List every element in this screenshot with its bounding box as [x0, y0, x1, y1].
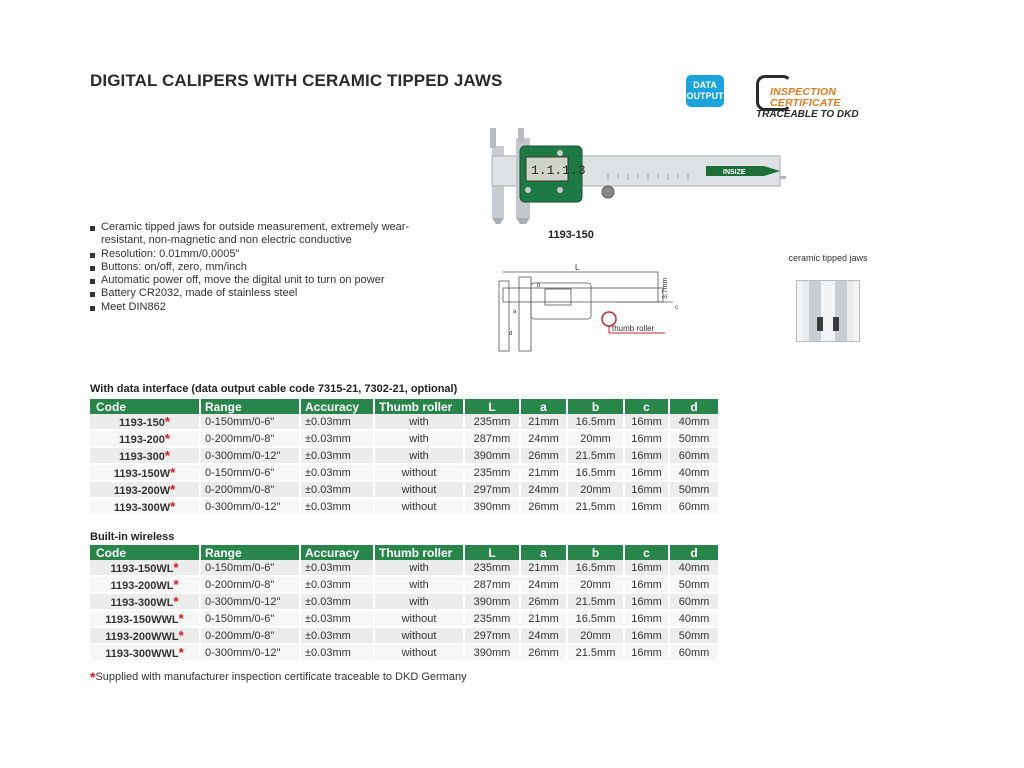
cell-accuracy: ±0.03mm: [300, 560, 374, 576]
cell-thumb-roller: without: [374, 498, 464, 515]
caliper-thumb-roller-icon: [602, 186, 614, 198]
cell-c: 16mm: [624, 576, 669, 593]
table-header-row: [90, 545, 719, 560]
cell-a: 26mm: [520, 498, 567, 515]
cell-c: 16mm: [624, 610, 669, 627]
cell-c: 16mm: [624, 560, 669, 576]
cell-L: 297mm: [464, 481, 520, 498]
caliper-sliding-inside-jaw: [518, 128, 524, 142]
inspection-certificate-logo: [756, 75, 866, 121]
code-text: 1193-300W: [113, 502, 171, 514]
cell-a: 26mm: [520, 644, 567, 661]
table-row: [90, 498, 719, 515]
cell-b: 21.5mm: [567, 593, 624, 610]
feature-item: Automatic power off, move the digital unit to turn on power: [90, 274, 430, 287]
code-text: 1193-200WWL: [105, 631, 179, 643]
caliper-sliding-jaw-tip: [516, 218, 530, 224]
cell-code: [90, 414, 200, 430]
cell-accuracy: ±0.03mm: [300, 464, 374, 481]
col-header-b: b: [567, 545, 624, 560]
cell-L: 235mm: [464, 560, 520, 576]
caliper-button-icon: [557, 187, 563, 193]
cell-L: 235mm: [464, 464, 520, 481]
cell-thumb-roller: without: [374, 644, 464, 661]
star-icon: *: [170, 482, 176, 497]
star-icon: *: [170, 499, 176, 514]
cell-d: 60mm: [669, 593, 719, 610]
cell-code: [90, 464, 200, 481]
feature-list: [90, 221, 430, 314]
cell-b: 16.5mm: [567, 464, 624, 481]
cell-thumb-roller: without: [374, 464, 464, 481]
table-header-row: [90, 399, 719, 414]
caliper-button-icon: [557, 150, 563, 156]
traceable-text: TRACEABLE TO DKD: [756, 109, 859, 120]
ceramic-tip-right: [833, 317, 839, 331]
cell-L: 287mm: [464, 430, 520, 447]
cell-code: [90, 430, 200, 447]
cell-a: 24mm: [520, 627, 567, 644]
dim-label-thickness: 3.7mm: [662, 277, 669, 299]
cell-L: 390mm: [464, 644, 520, 661]
jaw-left-highlight: [803, 281, 809, 341]
cell-L: 297mm: [464, 627, 520, 644]
cell-a: 21mm: [520, 560, 567, 576]
cell-code: [90, 627, 200, 644]
cell-d: 40mm: [669, 414, 719, 430]
cell-a: 21mm: [520, 610, 567, 627]
feature-item: Buttons: on/off, zero, mm/inch: [90, 261, 430, 274]
code-text: 1193-300: [119, 451, 165, 463]
table-row: [90, 430, 719, 447]
code-text: 1193-150WWL: [105, 614, 179, 626]
dim-label-b: b: [537, 283, 541, 289]
cell-c: 16mm: [624, 498, 669, 515]
col-header-code: Code: [90, 399, 200, 414]
cell-range: 0-200mm/0-8": [200, 576, 300, 593]
footnote: [90, 669, 467, 685]
table-row: [90, 610, 719, 627]
col-header-c: c: [624, 545, 669, 560]
cell-accuracy: ±0.03mm: [300, 627, 374, 644]
cell-L: 287mm: [464, 576, 520, 593]
cell-b: 16.5mm: [567, 560, 624, 576]
cell-c: 16mm: [624, 464, 669, 481]
cell-L: 390mm: [464, 593, 520, 610]
cell-accuracy: ±0.03mm: [300, 498, 374, 515]
ceramic-jaws-illustration: [797, 281, 859, 341]
cell-c: 16mm: [624, 644, 669, 661]
col-header-accuracy: Accuracy: [300, 399, 374, 414]
caliper-depth-rod: [780, 176, 786, 179]
cell-code: [90, 576, 200, 593]
cell-b: 20mm: [567, 627, 624, 644]
cell-accuracy: ±0.03mm: [300, 414, 374, 430]
code-text: 1193-150: [119, 417, 165, 429]
star-icon: *: [178, 611, 184, 626]
cell-c: 16mm: [624, 481, 669, 498]
star-icon: *: [173, 560, 179, 575]
cell-range: 0-200mm/0-8": [200, 430, 300, 447]
code-text: 1193-150W: [113, 468, 171, 480]
cell-c: 16mm: [624, 414, 669, 430]
cell-b: 20mm: [567, 576, 624, 593]
cell-code: [90, 498, 200, 515]
cell-d: 60mm: [669, 644, 719, 661]
feature-item: Resolution: 0.01mm/0.0005": [90, 248, 430, 261]
cell-accuracy: ±0.03mm: [300, 447, 374, 464]
star-icon: *: [170, 465, 176, 480]
certificate-title-line1: INSPECTION: [770, 86, 837, 98]
cell-accuracy: ±0.03mm: [300, 593, 374, 610]
cell-thumb-roller: with: [374, 447, 464, 464]
diagram-beam: [503, 288, 663, 302]
cell-code: [90, 593, 200, 610]
cell-accuracy: ±0.03mm: [300, 610, 374, 627]
thumb-roller-label: thumb roller: [612, 324, 655, 333]
cell-L: 235mm: [464, 414, 520, 430]
cell-code: [90, 447, 200, 464]
ceramic-jaws-image: [796, 280, 860, 342]
cell-range: 0-150mm/0-6": [200, 464, 300, 481]
code-text: 1193-200WL: [110, 580, 174, 592]
cell-thumb-roller: with: [374, 593, 464, 610]
col-header-accuracy: Accuracy: [300, 545, 374, 560]
cell-accuracy: ±0.03mm: [300, 430, 374, 447]
cell-b: 20mm: [567, 481, 624, 498]
star-icon: *: [164, 414, 170, 429]
spec-table-data-interface: [90, 399, 720, 516]
star-icon: *: [164, 431, 170, 446]
table-row: [90, 414, 719, 430]
cell-code: [90, 560, 200, 576]
cell-code: [90, 610, 200, 627]
cell-a: 26mm: [520, 447, 567, 464]
table-row: [90, 593, 719, 610]
data-output-badge: [686, 75, 724, 107]
star-icon: *: [164, 448, 170, 463]
cell-range: 0-300mm/0-12": [200, 498, 300, 515]
table-row: [90, 447, 719, 464]
cell-d: 60mm: [669, 447, 719, 464]
caliper-lcd-reading: 1.1.1.3: [531, 163, 586, 178]
table-row: [90, 627, 719, 644]
col-header-L: L: [464, 545, 520, 560]
caliper-inside-jaw: [490, 128, 496, 148]
cell-thumb-roller: with: [374, 414, 464, 430]
col-header-range: Range: [200, 399, 300, 414]
cell-range: 0-150mm/0-6": [200, 560, 300, 576]
certificate-title-line2: CERTIFICATE: [770, 97, 841, 109]
cell-b: 21.5mm: [567, 447, 624, 464]
cell-c: 16mm: [624, 593, 669, 610]
cell-b: 21.5mm: [567, 498, 624, 515]
col-header-code: Code: [90, 545, 200, 560]
col-header-d: d: [669, 399, 719, 414]
code-text: 1193-200: [119, 434, 165, 446]
col-header-L: L: [464, 399, 520, 414]
code-text: 1193-300WWL: [105, 648, 179, 660]
feature-item: Meet DIN862: [90, 301, 430, 314]
cell-d: 40mm: [669, 560, 719, 576]
cell-range: 0-300mm/0-12": [200, 593, 300, 610]
cell-d: 40mm: [669, 464, 719, 481]
cell-c: 16mm: [624, 447, 669, 464]
feature-item: Battery CR2032, made of stainless steel: [90, 287, 430, 300]
cell-code: [90, 644, 200, 661]
star-icon: *: [173, 594, 179, 609]
star-icon: *: [173, 577, 179, 592]
cell-d: 50mm: [669, 576, 719, 593]
dim-label-d: d: [509, 331, 513, 337]
cell-code: [90, 481, 200, 498]
code-text: 1193-150WL: [110, 563, 174, 575]
cell-range: 0-300mm/0-12": [200, 447, 300, 464]
cell-a: 21mm: [520, 464, 567, 481]
spec-table-wireless: [90, 545, 720, 662]
cell-accuracy: ±0.03mm: [300, 481, 374, 498]
cell-range: 0-200mm/0-8": [200, 481, 300, 498]
col-header-a: a: [520, 545, 567, 560]
cell-d: 60mm: [669, 498, 719, 515]
star-icon: *: [178, 645, 184, 660]
table-row: [90, 576, 719, 593]
page-title: DIGITAL CALIPERS WITH CERAMIC TIPPED JAWS: [90, 71, 503, 90]
table-row: [90, 481, 719, 498]
table-row: [90, 464, 719, 481]
jaw-right-highlight: [847, 281, 853, 341]
footnote-text: Supplied with manufacturer inspection certificate traceable to DKD Germany: [95, 671, 467, 683]
caliper-dimension-diagram: [495, 263, 685, 353]
caliper-photo: [468, 124, 788, 229]
cell-b: 16.5mm: [567, 610, 624, 627]
cell-d: 50mm: [669, 430, 719, 447]
cell-thumb-roller: without: [374, 481, 464, 498]
cell-b: 16.5mm: [567, 414, 624, 430]
col-header-d: d: [669, 545, 719, 560]
cell-accuracy: ±0.03mm: [300, 644, 374, 661]
feature-item: Ceramic tipped jaws for outside measurement, extremely wear-resistant, non-magnetic and non electric conductive: [90, 221, 430, 248]
diagram-lcd: [545, 289, 571, 305]
caliper-fixed-jaw-tip: [492, 218, 504, 224]
dim-label-L: L: [575, 263, 580, 272]
data-output-badge-line2: OUTPUT: [686, 91, 724, 101]
code-text: 1193-300WL: [110, 597, 174, 609]
cell-range: 0-200mm/0-8": [200, 627, 300, 644]
data-output-badge-line1: DATA: [693, 80, 717, 90]
col-header-a: a: [520, 399, 567, 414]
cell-d: 50mm: [669, 481, 719, 498]
diagram-fixed-jaw: [499, 281, 509, 351]
cell-a: 24mm: [520, 576, 567, 593]
col-header-c: c: [624, 399, 669, 414]
col-header-range: Range: [200, 545, 300, 560]
cell-L: 390mm: [464, 447, 520, 464]
caliper-brand-text: INSIZE: [723, 169, 746, 176]
caliper-button-icon: [525, 187, 531, 193]
cell-thumb-roller: without: [374, 627, 464, 644]
cell-b: 20mm: [567, 430, 624, 447]
code-text: 1193-200W: [113, 485, 171, 497]
cell-accuracy: ±0.03mm: [300, 576, 374, 593]
cell-L: 390mm: [464, 498, 520, 515]
cell-thumb-roller: with: [374, 430, 464, 447]
col-header-thumb-roller: Thumb roller: [374, 399, 464, 414]
cell-d: 50mm: [669, 627, 719, 644]
star-icon: *: [178, 628, 184, 643]
col-header-b: b: [567, 399, 624, 414]
product-model-label: 1193-150: [548, 229, 594, 241]
cell-c: 16mm: [624, 430, 669, 447]
cell-a: 21mm: [520, 414, 567, 430]
col-header-thumb-roller: Thumb roller: [374, 545, 464, 560]
dim-label-c: c: [675, 305, 678, 311]
cell-thumb-roller: with: [374, 560, 464, 576]
cell-a: 26mm: [520, 593, 567, 610]
cell-L: 235mm: [464, 610, 520, 627]
cell-range: 0-150mm/0-6": [200, 610, 300, 627]
cell-c: 16mm: [624, 627, 669, 644]
table2-title: Built-in wireless: [90, 531, 175, 543]
cell-a: 24mm: [520, 481, 567, 498]
cell-range: 0-150mm/0-6": [200, 414, 300, 430]
star-icon: *: [90, 669, 96, 685]
dim-label-a: a: [513, 309, 517, 315]
cell-a: 24mm: [520, 430, 567, 447]
ceramic-jaws-caption: ceramic tipped jaws: [788, 253, 868, 263]
cell-thumb-roller: without: [374, 610, 464, 627]
table-row: [90, 560, 719, 576]
table-row: [90, 644, 719, 661]
table1-title: With data interface (data output cable code 7315-21, 7302-21, optional): [90, 383, 458, 395]
cell-b: 21.5mm: [567, 644, 624, 661]
cell-d: 40mm: [669, 610, 719, 627]
ceramic-tip-left: [817, 317, 823, 331]
cell-thumb-roller: with: [374, 576, 464, 593]
cell-range: 0-300mm/0-12": [200, 644, 300, 661]
